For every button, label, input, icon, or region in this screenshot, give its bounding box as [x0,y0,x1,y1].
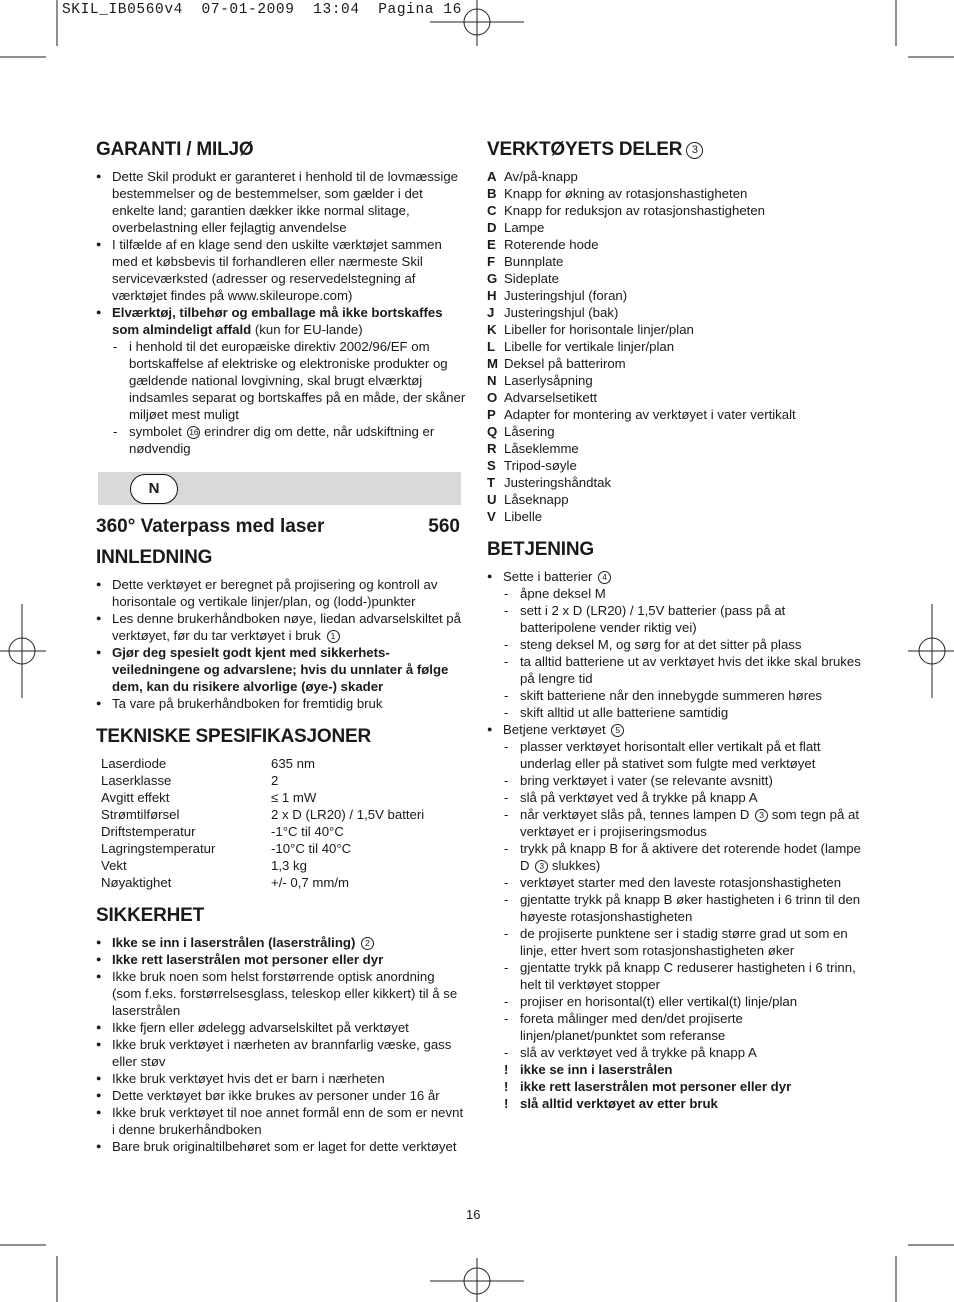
list-item: ● I tilfælde af en klage send den uskilte værktøjet sammen med et købsbevis til forhandleren eller nærmeste Skil serviceværksted (adresser og reservedelstegning af værktøjet findes på www.skileurope.com) [96,236,466,304]
text: Les denne brukerhåndboken nøye, liedan advarselskiltet på verktøyet, før du tar verktøyet i bruk [112,611,461,643]
part-letter: R [487,441,497,456]
text: Ikke se inn i laserstrålen (laserstråling) [112,935,360,950]
list-item [487,304,863,321]
list-item: - projiser en horisontal(t) eller vertikal(t) linje/plan [487,993,863,1010]
figure-ref-icon: 1 [327,630,340,643]
bold-text: Elværktøj, tilbehør og emballage må ikke bortskaffes som almindeligt affald [112,305,443,337]
betjening-title: BETJENING [487,539,594,560]
figure-ref-icon: 3 [755,809,768,822]
table-row [101,823,424,840]
part-letter: L [487,339,496,354]
list-item [487,219,863,236]
list-item: - sett i 2 x D (LR20) / 1,5V batterier (pass på at batteripolene vender riktig vei) [487,602,863,636]
list-item [487,806,863,840]
part-label: Låseknapp [504,492,569,507]
spec-value: -10°C til 40°C [271,841,352,856]
list-item: ● Ikke bruk noen som helst forstørrende optisk anordning (som f.eks. forstørrelsesglass, teleskop eller kikkert) til å se laserstrålen [96,968,466,1019]
text: (kun for EU-lande) [251,322,363,337]
list-item: - i henhold til det europæiske direktiv 2002/96/EF om bortskaffelse af elektriske og elektroniske produkter og gældende national lovgivning, skal brugt elværktøj indsamles separat og bortskaffes på en måde, der skåner miljøet mest muligt [96,338,466,423]
list-item: - foreta målinger med den/det projiserte linjen/planet/punktet som referanse [487,1010,863,1044]
list-item: - ta alltid batteriene ut av verktøyet hvis det ikke skal brukes på lengre tid [487,653,863,687]
part-label: Av/på-knapp [504,169,578,184]
language-badge: N [130,474,178,504]
list-item [487,236,863,253]
list-item: - bring verktøyet i vater (se relevante avsnitt) [487,772,863,789]
part-letter: E [487,237,496,252]
spec-key: Laserklasse [101,773,172,788]
list-item: ● Ikke bruk verktøyet hvis det er barn i nærheten [96,1070,466,1087]
table-row [101,806,424,823]
part-letter: K [487,322,497,337]
part-letter: B [487,186,497,201]
part-letter: J [487,305,495,320]
part-label: Knapp for reduksjon av rotasjonshastigheten [504,203,765,218]
list-item [487,840,863,874]
part-label: Laserlysåpning [504,373,593,388]
part-letter: H [487,288,497,303]
spec-key: Avgitt effekt [101,790,170,805]
table-row [101,874,424,891]
language-bar [98,472,461,505]
spec-value: 1,3 kg [271,858,307,873]
list-item [487,508,863,525]
part-letter: S [487,458,496,473]
text: symbolet [129,424,186,439]
parts-list [487,168,863,525]
list-item [487,474,863,491]
garanti-list [96,168,466,457]
list-item: ● Gjør deg spesielt godt kjent med sikkerhets-veiledningene og advarslene; hvis du unnlater å følge dem, kan du risikere alvorlige (øye-) skader [96,644,466,695]
part-label: Låseklemme [504,441,579,456]
figure-ref-icon: 3 [535,860,548,873]
part-letter: T [487,475,496,490]
part-letter: Q [487,424,498,439]
list-item [487,491,863,508]
list-item [487,253,863,270]
list-item [487,406,863,423]
warning-item: ! ikke rett laserstrålen mot personer eller dyr [487,1078,863,1095]
part-letter: V [487,509,496,524]
part-label: Advarselsetikett [504,390,598,405]
part-label: Deksel på batterirom [504,356,626,371]
spec-key: Nøyaktighet [101,875,172,890]
part-label: Låsering [504,424,555,439]
list-item: - plasser verktøyet horisontalt eller vertikalt på et flatt underlag eller på stativet som fulgte med verktøyet [487,738,863,772]
list-item: - verktøyet starter med den laveste rotasjonshastigheten [487,874,863,891]
part-label: Bunnplate [504,254,564,269]
list-item: - slå av verktøyet ved å trykke på knapp A [487,1044,863,1061]
table-row [101,755,424,772]
spec-value: 2 [271,773,279,788]
text: som tegn på at verktøyet er i projiseringsmodus [520,807,859,839]
print-header: SKIL_IB0560v4 07-01-2009 13:04 Pagina 16 [62,2,462,18]
list-item: - de projiserte punktene ser i stadig større grad ut som en linje, etter hvert som rotasjonshastigheten øker [487,925,863,959]
list-item [487,355,863,372]
list-item [487,440,863,457]
part-letter: G [487,271,498,286]
list-item: - gjentatte trykk på knapp B øker hastigheten i 6 trinn til den høyeste rotasjonshastigheten [487,891,863,925]
figure-ref-icon: 3 [686,142,703,159]
part-label: Justeringshåndtak [504,475,612,490]
list-item [487,168,863,185]
part-letter: D [487,220,497,235]
part-label: Justeringshjul (bak) [504,305,619,320]
spec-value: 635 nm [271,756,315,771]
list-item: ● Ikke fjern eller ødelegg advarselskiltet på verktøyet [96,1019,466,1036]
part-label: Roterende hode [504,237,599,252]
list-item: ● Ikke bruk verktøyet i nærheten av brannfarlig væske, gass eller støv [96,1036,466,1070]
part-label: Tripod-søyle [504,458,577,473]
list-item: - skift batteriene når den innebygde summeren høres [487,687,863,704]
spec-key: Vekt [101,858,127,873]
text: trykk på knapp B for å aktivere det roterende hodet (lampe D [520,841,861,873]
deler-title [487,138,863,162]
innledning-list [96,576,466,712]
list-item [96,934,466,951]
text: når verktøyet slås på, tennes lampen D [520,807,754,822]
list-item [487,423,863,440]
part-label: Sideplate [504,271,559,286]
product-title-row [96,516,460,538]
spec-value: +/- 0,7 mm/m [271,875,350,890]
list-item [487,568,863,585]
list-item: ● Ta vare på brukerhåndboken for fremtidig bruk [96,695,466,712]
list-item [487,321,863,338]
list-item: - åpne deksel M [487,585,863,602]
product-title: 360° Vaterpass med laser [96,516,325,537]
part-letter: O [487,390,498,405]
list-item [487,721,863,738]
betjening-list [487,568,863,1112]
figure-ref-icon: 2 [361,937,374,950]
list-item [487,457,863,474]
page-number: 16 [466,1207,481,1222]
list-item: ● Ikke bruk verktøyet til noe annet formål enn de som er nevnt i denne brukerhåndboken [96,1104,466,1138]
text: Betjene verktøyet [503,722,610,737]
list-item: ● Dette Skil produkt er garanteret i henhold til de lovmæssige bestemmelser og de bestemmelser, som gælder i det enkelte land; garantien dækker ikke normal slitage, overbelastning eller fejlagtig anvendelse [96,168,466,236]
list-item [487,270,863,287]
list-item [96,304,466,338]
part-label: Libeller for horisontale linjer/plan [504,322,694,337]
left-column-lower [96,546,466,1155]
list-item: - slå på verktøyet ved å trykke på knapp A [487,789,863,806]
list-item [96,423,466,457]
text: VERKTØYETS DELER [487,139,683,160]
text: Sette i batterier [503,569,597,584]
list-item [487,287,863,304]
part-letter: N [487,373,497,388]
list-item [487,372,863,389]
product-number: 560 [428,516,460,537]
spec-key: Laserdiode [101,756,167,771]
list-item [487,338,863,355]
part-letter: C [487,203,497,218]
table-row [101,772,424,789]
list-item: - skift alltid ut alle batteriene samtidig [487,704,863,721]
part-label: Justeringshjul (foran) [504,288,628,303]
spec-value: -1°C til 40°C [271,824,344,839]
list-item: ● Bare bruk originaltilbehøret som er laget for dette verktøyet [96,1138,466,1155]
list-item [96,610,466,644]
warning-item: ! ikke se inn i laserstrålen [487,1061,863,1078]
spec-value: ≤ 1 mW [271,790,317,805]
part-letter: A [487,169,497,184]
table-row [101,857,424,874]
text: erindrer dig om dette, når udskiftning er nødvendig [129,424,435,456]
list-item: - steng deksel M, og sørg for at det sitter på plass [487,636,863,653]
list-item: - gjentatte trykk på knapp C reduserer hastigheten i 6 trinn, helt til verktøyet stopper [487,959,863,993]
part-label: Adapter for montering av verktøyet i vater vertikalt [504,407,796,422]
spec-key: Lagringstemperatur [101,841,216,856]
text: slukkes) [548,858,601,873]
spec-value: 2 x D (LR20) / 1,5V batteri [271,807,425,822]
table-row [101,840,424,857]
list-item [487,185,863,202]
sikkerhet-title: SIKKERHET [96,905,204,926]
table-row [101,789,424,806]
list-item: ● Ikke rett laserstrålen mot personer eller dyr [96,951,466,968]
warning-item: ! slå alltid verktøyet av etter bruk [487,1095,863,1112]
part-letter: F [487,254,496,269]
sikkerhet-list [96,934,466,1155]
spec-key: Driftstemperatur [101,824,196,839]
part-letter: P [487,407,496,422]
part-label: Libelle for vertikale linjer/plan [504,339,675,354]
garanti-title: GARANTI / MILJØ [96,139,254,160]
part-label: Lampe [504,220,545,235]
list-item: ● Dette verktøyet bør ikke brukes av personer under 16 år [96,1087,466,1104]
part-label: Knapp for økning av rotasjonshastigheten [504,186,748,201]
innledning-title: INNLEDNING [96,547,213,568]
spec-key: Strømtilførsel [101,807,180,822]
list-item: ● Dette verktøyet er beregnet på projisering og kontroll av horisontale og vertikale linjer/plan, og (lodd-)punkter [96,576,466,610]
list-item [487,389,863,406]
left-column [96,138,466,457]
figure-ref-icon: 5 [611,724,624,737]
part-label: Libelle [504,509,543,524]
part-letter: M [487,356,498,371]
spec-table [101,755,424,891]
right-column [487,138,863,1112]
part-letter: U [487,492,497,507]
figure-ref-icon: 16 [189,427,199,437]
figure-ref-icon: 4 [598,571,611,584]
tekniske-title: TEKNISKE SPESIFIKASJONER [96,726,371,747]
list-item [487,202,863,219]
